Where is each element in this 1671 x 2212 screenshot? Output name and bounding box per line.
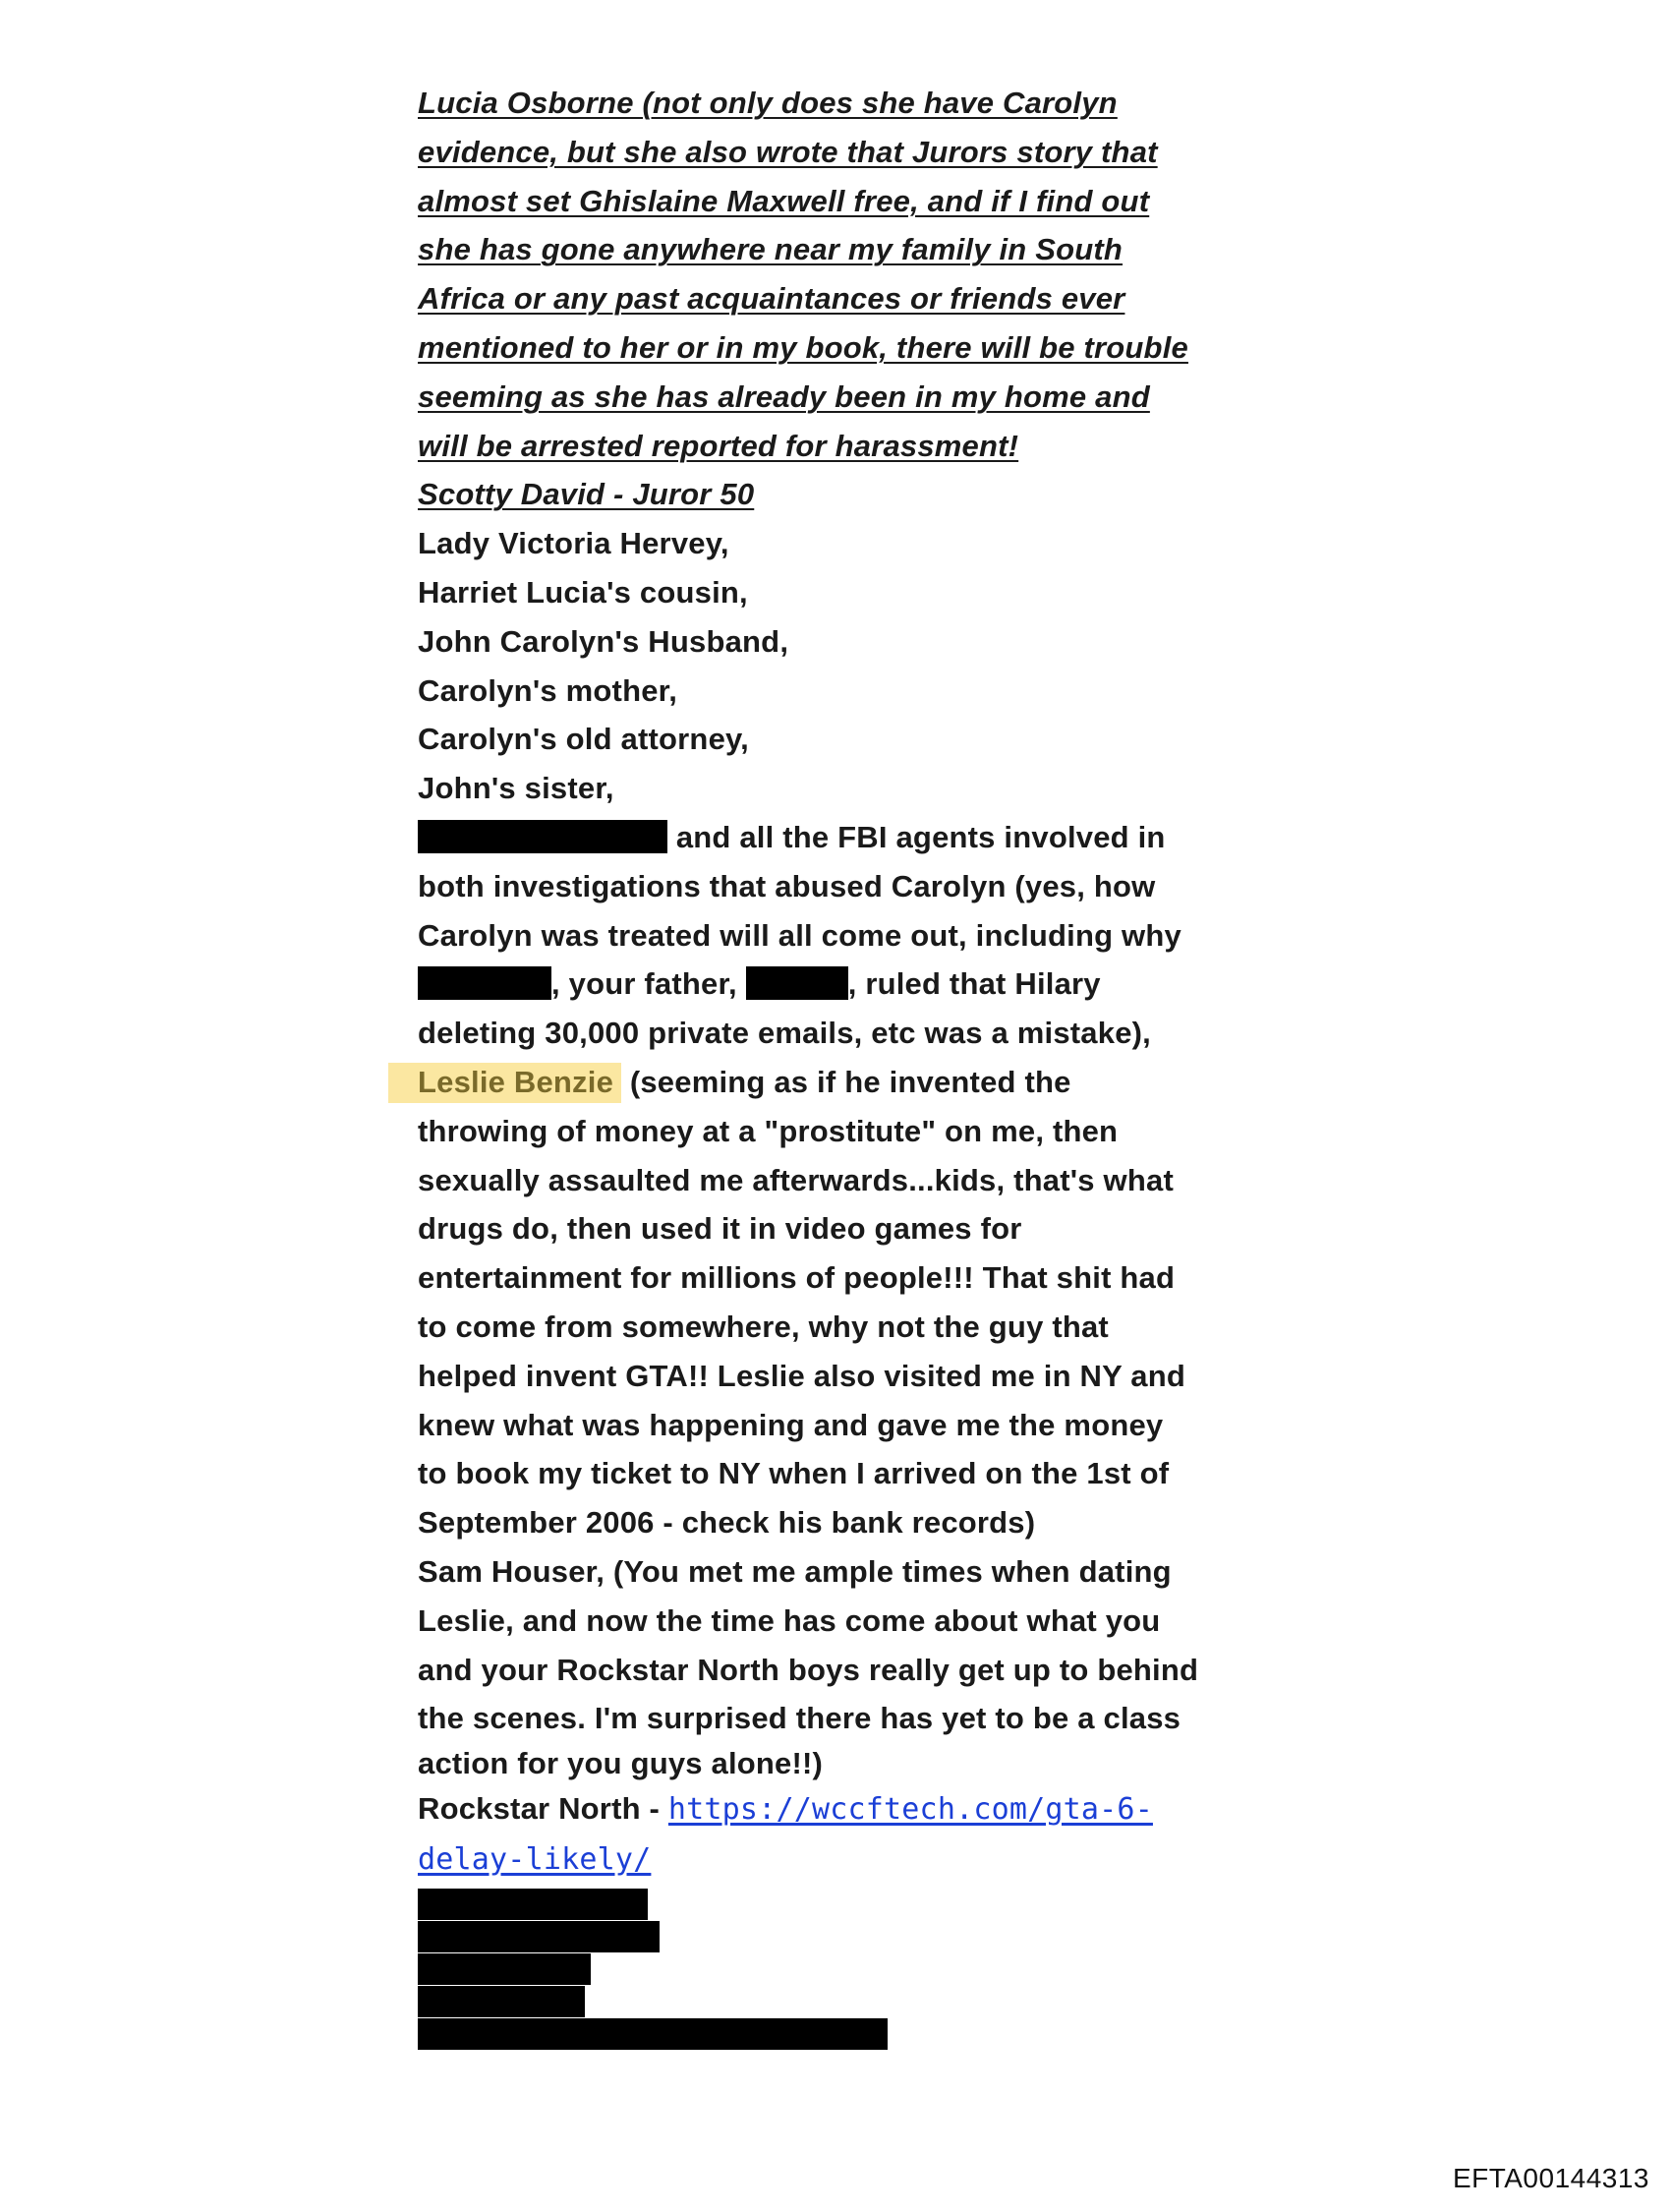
leslie-rest: (seeming as if he invented the	[629, 1064, 1071, 1099]
redaction-bar	[418, 1986, 585, 2017]
text-line: throwing of money at a "prostitute" on me, then	[418, 1113, 1119, 1148]
text-line: Sam Houser, (You met me ample times when dating	[418, 1553, 1172, 1589]
juror-line: Scotty David - Juror 50	[418, 477, 755, 512]
text-line: to come from somewhere, why not the guy that	[418, 1309, 1109, 1344]
text-line: Carolyn was treated will all come out, including why	[418, 917, 1181, 953]
fbi-line-text: and all the FBI agents involved in	[675, 819, 1166, 854]
letter-body	[418, 79, 1263, 2051]
highlighted-name: Leslie Benzie	[388, 1063, 621, 1103]
father-text-2: , ruled that Hilary	[847, 966, 1101, 1002]
text-line: knew what was happening and gave me the money	[418, 1407, 1164, 1442]
italic-line: almost set Ghislaine Maxwell free, and if I find out	[418, 183, 1150, 218]
text-line: September 2006 - check his bank records)	[418, 1505, 1036, 1541]
redaction-bar	[418, 1889, 648, 1920]
redaction-bar	[418, 966, 551, 1000]
name-line: Carolyn's mother,	[418, 672, 678, 708]
father-text-1: , your father,	[551, 966, 737, 1002]
redaction-bar	[418, 1921, 660, 1952]
text-line: and your Rockstar North boys really get up to behind	[418, 1652, 1199, 1687]
wccftech-link-cont[interactable]: delay-likely/	[418, 1841, 652, 1877]
redaction-bar	[746, 966, 848, 1000]
name-line: John Carolyn's Husband,	[418, 623, 789, 659]
name-line: Lady Victoria Hervey,	[418, 526, 729, 561]
text-line: drugs do, then used it in video games for	[418, 1211, 1022, 1247]
rockstar-line	[418, 1784, 1263, 1834]
name-line: Harriet Lucia's cousin,	[418, 574, 748, 610]
rockstar-line-cont	[418, 1834, 1263, 1885]
text-line: sexually assaulted me afterwards...kids, that's what	[418, 1162, 1174, 1197]
italic-line: mentioned to her or in my book, there will be trouble	[418, 329, 1188, 365]
fbi-line	[418, 813, 1263, 862]
italic-line: she has gone anywhere near my family in South	[418, 232, 1124, 267]
redacted-block	[418, 1889, 1263, 2050]
text-line: helped invent GTA!! Leslie also visited me in NY and	[418, 1358, 1185, 1393]
leslie-line	[418, 1058, 1263, 1107]
italic-line: seeming as she has already been in my home and	[418, 378, 1150, 414]
redaction-bar	[418, 2018, 888, 2050]
father-line	[418, 960, 1263, 1009]
rockstar-label: Rockstar North -	[418, 1791, 668, 1827]
text-line: the scenes. I'm surprised there has yet to be a class	[418, 1701, 1181, 1736]
wccftech-link[interactable]: https://wccftech.com/gta-6-	[667, 1792, 1153, 1828]
italic-line: evidence, but she also wrote that Jurors story that	[418, 134, 1158, 169]
text-line: to book my ticket to NY when I arrived on the 1st of	[418, 1456, 1170, 1491]
text-line: both investigations that abused Carolyn (yes, how	[418, 868, 1156, 903]
italic-line: will be arrested reported for harassment!	[418, 428, 1019, 463]
text-line: entertainment for millions of people!!! That shit had	[418, 1260, 1176, 1296]
name-line: John's sister,	[418, 771, 614, 806]
italic-line: Africa or any past acquaintances or friends ever	[418, 281, 1125, 317]
document-id: EFTA00144313	[1452, 2163, 1649, 2193]
text-line: action for you guys alone!!)	[418, 1746, 824, 1781]
text-line: deleting 30,000 private emails, etc was a mistake),	[418, 1016, 1151, 1051]
italic-line: Lucia Osborne (not only does she have Carolyn	[418, 86, 1118, 120]
name-line: Carolyn's old attorney,	[418, 722, 749, 757]
redaction-bar	[418, 820, 667, 853]
redaction-bar	[418, 1953, 591, 1985]
text-line: Leslie, and now the time has come about what you	[418, 1602, 1161, 1638]
